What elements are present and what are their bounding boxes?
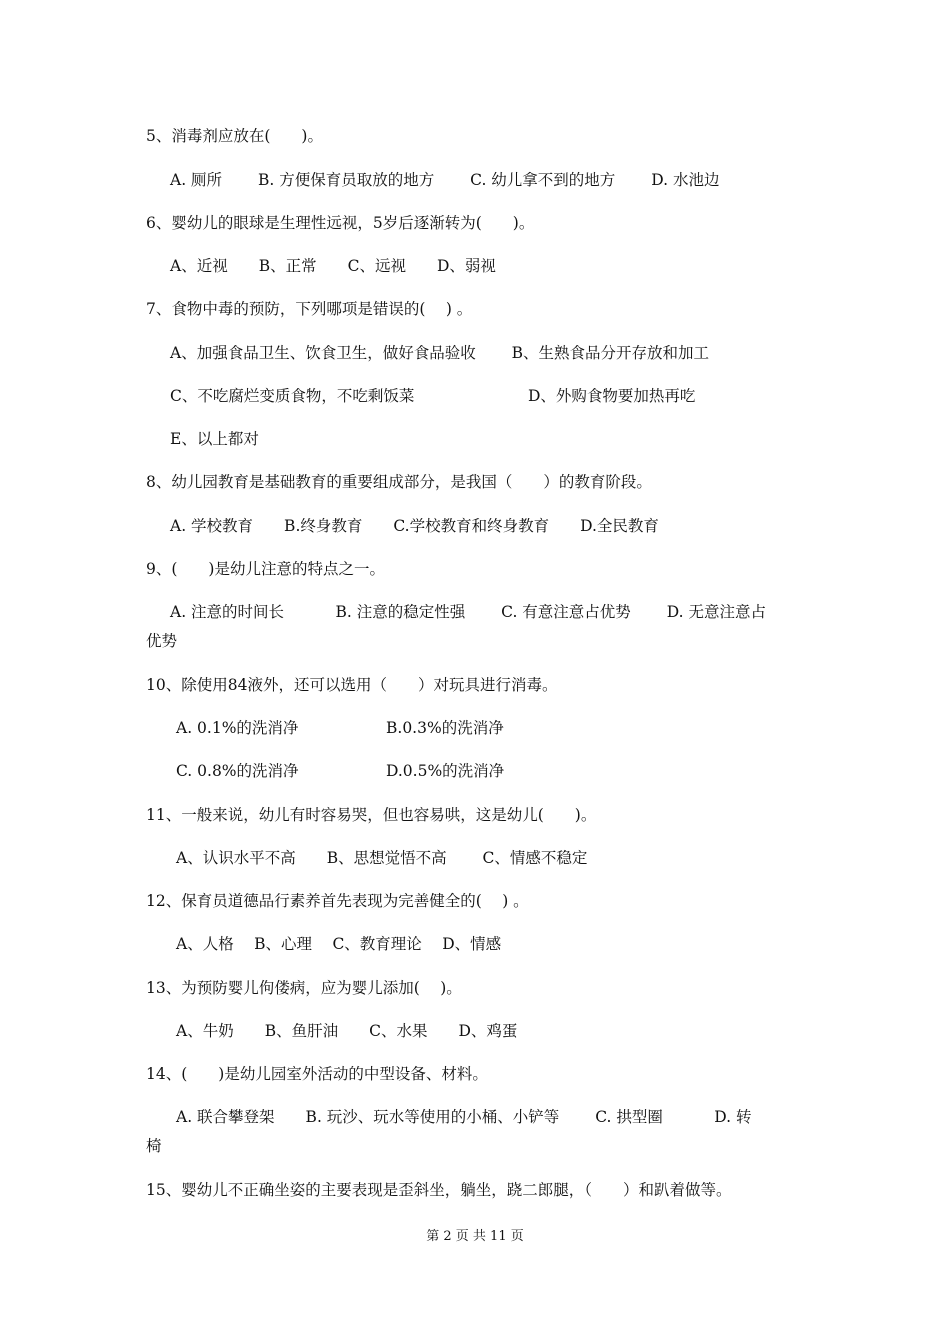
question-10-option-c: C. 0.8%的洗消净: [176, 762, 299, 780]
question-8: 8、幼儿园教育是基础教育的重要组成部分，是我国（ ）的教育阶段。: [146, 473, 652, 491]
question-14-options-wrap: 椅: [146, 1137, 162, 1155]
question-11-options: A、认识水平不高 B、思想觉悟不高 C、情感不稳定: [176, 849, 588, 867]
question-13-options: A、牛奶 B、鱼肝油 C、水果 D、鸡蛋: [176, 1022, 518, 1040]
question-9-options: A. 注意的时间长 B. 注意的稳定性强 C. 有意注意占优势 D. 无意注意占: [170, 603, 766, 621]
page-footer: 第 2 页 共 11 页: [426, 1229, 524, 1244]
question-7-option-d: D、外购食物要加热再吃: [528, 387, 696, 405]
question-6-options: A、近视 B、正常 C、远视 D、弱视: [170, 257, 496, 275]
question-11: 11、一般来说，幼儿有时容易哭，但也容易哄，这是幼儿( )。: [146, 806, 597, 824]
question-12-options: A、人格 B、心理 C、教育理论 D、情感: [176, 935, 502, 953]
question-6: 6、婴幼儿的眼球是生理性远视，5岁后逐渐转为( )。: [146, 214, 535, 232]
question-10-option-a: A. 0.1%的洗消净: [176, 719, 299, 737]
question-13: 13、为预防婴儿佝偻病，应为婴儿添加( )。: [146, 979, 462, 997]
question-7-options-ab: A、加强食品卫生、饮食卫生，做好食品验收 B、生熟食品分开存放和加工: [170, 344, 710, 362]
question-12: 12、保育员道德品行素养首先表现为完善健全的( ) 。: [146, 892, 529, 910]
question-7-option-c: C、不吃腐烂变质食物，不吃剩饭菜: [170, 387, 415, 405]
question-9: 9、( )是幼儿注意的特点之一。: [146, 560, 385, 578]
question-10-option-b: B.0.3%的洗消净: [386, 719, 504, 737]
question-5: 5、消毒剂应放在( )。: [146, 127, 323, 145]
question-14-options: A. 联合攀登架 B. 玩沙、玩水等使用的小桶、小铲等 C. 拱型圈 D. 转: [176, 1108, 752, 1126]
question-14: 14、( )是幼儿园室外活动的中型设备、材料。: [146, 1065, 488, 1083]
question-10: 10、除使用84液外，还可以选用（ ）对玩具进行消毒。: [146, 676, 558, 694]
question-9-options-wrap: 优势: [146, 632, 178, 650]
question-15: 15、婴幼儿不正确坐姿的主要表现是歪斜坐，躺坐，跷二郎腿，（ ）和趴着做等。: [146, 1181, 732, 1199]
question-10-option-d: D.0.5%的洗消净: [386, 762, 505, 780]
question-7: 7、食物中毒的预防，下列哪项是错误的( ) 。: [146, 300, 473, 318]
question-7-option-e: E、以上都对: [170, 430, 259, 448]
question-8-options: A. 学校教育 B.终身教育 C.学校教育和终身教育 D.全民教育: [170, 517, 659, 535]
question-5-options: A. 厕所 B. 方便保育员取放的地方 C. 幼儿拿不到的地方 D. 水池边: [170, 171, 720, 189]
